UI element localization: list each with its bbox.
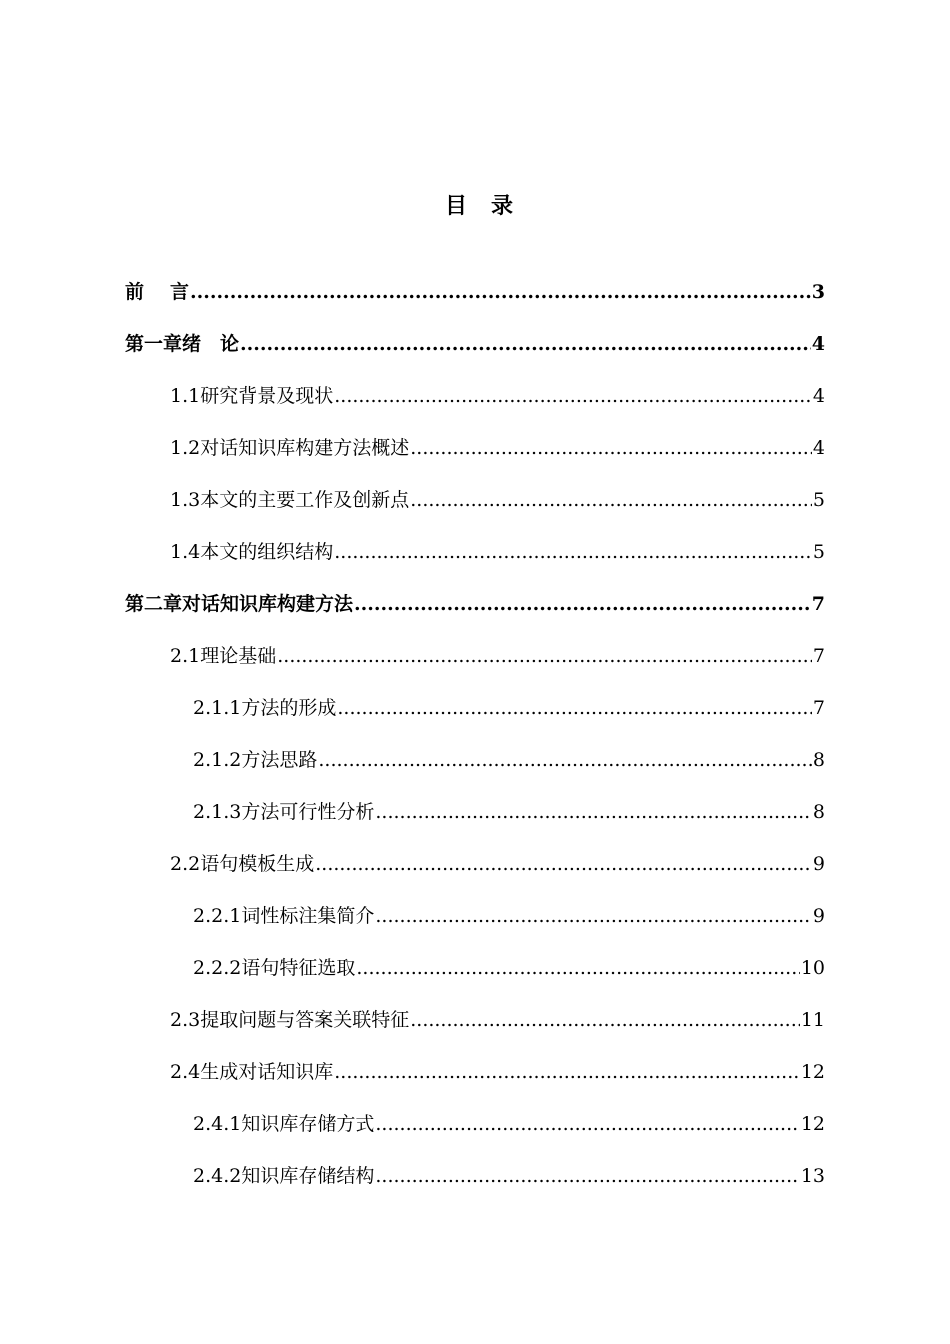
toc-entry-1-3[interactable] [0,474,950,526]
toc-entry-2-1-1[interactable] [0,682,950,734]
toc-entry-page: 4 [812,437,825,459]
toc-entry-number: 2.2 [170,853,201,875]
toc-entry-2-2-2[interactable] [0,942,950,994]
toc-entry-text: 对话知识库构建方法 [182,593,354,615]
toc-entry-text: 理论基础 [200,645,277,667]
toc-entry-page: 8 [812,801,825,823]
toc-entry-text: 词性标注集简介 [241,905,375,927]
toc-entry-2-4-1[interactable] [0,1098,950,1150]
toc-title-part1: 目 [444,193,467,219]
toc-entry-page: 4 [811,333,825,355]
toc-entry-1-1[interactable] [0,370,950,422]
toc-entry-text: 研究背景及现状 [200,385,334,407]
toc-entry-page: 7 [811,593,825,615]
toc-entry-number: 2.4.1 [193,1113,242,1135]
toc-entry-text: 语句特征选取 [241,957,356,979]
toc-entry-page: 5 [812,489,825,511]
toc-leader-dots [410,1002,800,1038]
toc-leader-dots [315,846,812,882]
table-of-contents [0,266,950,1202]
toc-leader-dots [375,1158,799,1194]
toc-leader-dots [410,430,812,466]
toc-entry-page: 7 [812,697,825,719]
toc-leader-dots [337,690,812,726]
toc-entry-page: 7 [812,645,825,667]
toc-entry-number: 2.2.2 [193,957,242,979]
toc-entry-number: 第一章 [125,333,183,355]
toc-entry-2-1-3[interactable] [0,786,950,838]
toc-entry-text: 本文的主要工作及创新点 [200,489,410,511]
toc-entry-page: 4 [812,385,825,407]
toc-entry-text: 知识库存储方式 [241,1113,375,1135]
toc-entry-2-1[interactable] [0,630,950,682]
toc-entry-number: 2.1.2 [193,749,242,771]
toc-entry-2-4[interactable] [0,1046,950,1098]
toc-leader-dots [356,950,799,986]
toc-entry-number: 2.1 [170,645,201,667]
toc-leader-dots [375,1106,799,1142]
toc-entry-2-4-2[interactable] [0,1150,950,1202]
toc-leader-dots [410,482,812,518]
toc-entry-number: 前 言 [125,281,190,303]
toc-entry-page: 9 [812,853,825,875]
toc-entry-preface[interactable] [0,266,950,318]
toc-entry-number: 2.4.2 [193,1165,242,1187]
toc-entry-text: 提取问题与答案关联特征 [200,1009,410,1031]
toc-entry-page: 12 [800,1061,825,1083]
toc-entry-text: 绪 论 [182,333,240,355]
toc-entry-page: 9 [812,905,825,927]
toc-leader-dots [334,378,812,414]
toc-entry-2-3[interactable] [0,994,950,1046]
toc-entry-text: 语句模板生成 [200,853,315,875]
toc-entry-text: 对话知识库构建方法概述 [200,437,410,459]
toc-entry-2-1-2[interactable] [0,734,950,786]
toc-leader-dots [240,326,811,362]
toc-entry-number: 1.4 [170,541,201,563]
toc-entry-chapter-1[interactable] [0,318,950,370]
toc-leader-dots [277,638,812,674]
toc-entry-page: 11 [800,1009,825,1031]
toc-entry-number: 1.2 [170,437,201,459]
toc-entry-text: 知识库存储结构 [241,1165,375,1187]
toc-leader-dots [190,274,811,310]
toc-entry-1-2[interactable] [0,422,950,474]
toc-leader-dots [354,586,811,622]
toc-leader-dots [375,794,812,830]
toc-entry-number: 第二章 [125,593,183,615]
toc-leader-dots [318,742,812,778]
toc-leader-dots [334,1054,800,1090]
toc-leader-dots [334,534,812,570]
toc-entry-text: 方法思路 [241,749,318,771]
toc-entry-page: 8 [812,749,825,771]
toc-entry-chapter-2[interactable] [0,578,950,630]
toc-entry-page: 3 [811,281,825,303]
toc-entry-page: 12 [800,1113,825,1135]
toc-entry-number: 2.1.1 [193,697,242,719]
toc-entry-number: 2.1.3 [193,801,242,823]
toc-entry-text: 方法可行性分析 [241,801,375,823]
toc-entry-number: 2.3 [170,1009,201,1031]
toc-entry-number: 2.2.1 [193,905,242,927]
toc-entry-text: 本文的组织结构 [200,541,334,563]
toc-entry-page: 5 [812,541,825,563]
toc-entry-page: 13 [800,1165,825,1187]
toc-entry-page: 10 [800,957,825,979]
toc-entry-2-2[interactable] [0,838,950,890]
toc-entry-number: 1.3 [170,489,201,511]
toc-leader-dots [375,898,812,934]
toc-entry-text: 生成对话知识库 [200,1061,334,1083]
toc-entry-1-4[interactable] [0,526,950,578]
toc-title [0,188,950,224]
toc-entry-number: 2.4 [170,1061,201,1083]
toc-entry-text: 方法的形成 [241,697,337,719]
toc-title-part2: 录 [491,193,514,219]
toc-entry-2-2-1[interactable] [0,890,950,942]
toc-entry-number: 1.1 [170,385,201,407]
